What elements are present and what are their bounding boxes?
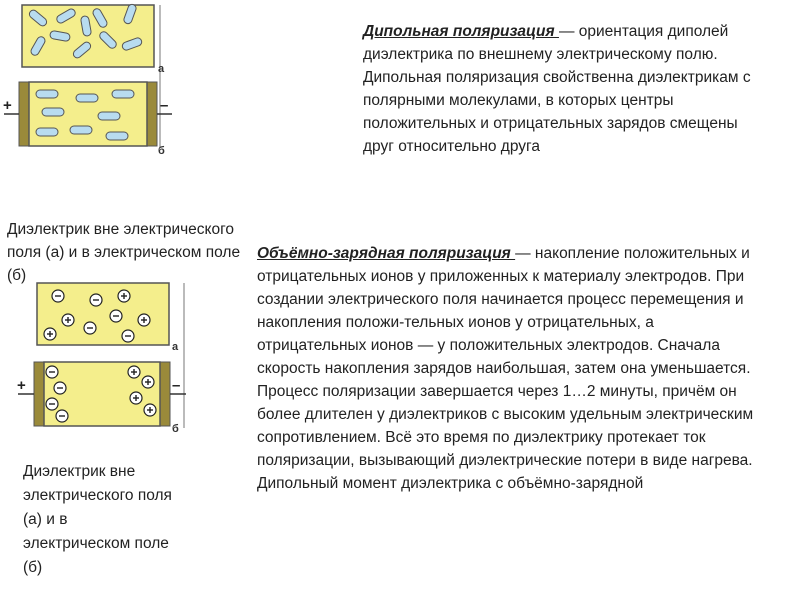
label-a-bottom: а: [172, 341, 179, 353]
label-a-top: а: [158, 63, 165, 75]
space-charge-text: — накопление положительных и отрицательных ионов у приложенных к материалу электродов. При создании электрического поля начинается процесс перемещения и накопления положи-тельных ионов у отрицательных, а отрицательных ионов — у положительных электродов. Сначала скорость накопления зарядов наибольшая, затем она уменьшается. Процесс поляризации завершается через 1…2 минуты, причём он более длителен у диэлектриков с высоким удельным электрическим сопротивлением. Всё это время по диэлектрику протекает ток поляризации, вызывающий диэлектрические потери в виде нагрева. Дипольный момент диэлектрика с объёмно-зарядной: [257, 245, 754, 492]
space-charge-term: Объёмно-зарядная поляризация: [257, 245, 516, 262]
electrode-right-bottom: [160, 362, 170, 426]
minus-sign-top: –: [160, 97, 169, 114]
electrode-left-bottom: [34, 362, 44, 426]
dipole-term: Дипольная поляризация: [363, 23, 559, 40]
plus-sign-top: +: [3, 97, 12, 114]
label-b-top: б: [158, 145, 165, 157]
figure-bottom-caption: Диэлектрик вне электрического поля (а) и в электрическом поле (б): [23, 463, 172, 576]
space-charge-paragraph: [257, 242, 757, 495]
minus-sign-bottom: –: [172, 377, 181, 394]
dipole-text: — ориентация диполей диэлектрика по внешнему электрическому полю. Дипольная поляризация свойственна диэлектрикам с полярными молекулами, в которых центры положительных и отрицательных зарядов смещены друг относительно друга: [363, 23, 751, 155]
plus-sign-bottom: +: [17, 377, 26, 394]
figure-top-caption: Диэлектрик вне электрического поля (а) и в электрическом поле (б): [7, 221, 241, 284]
dipole-polarization-paragraph: [363, 20, 758, 158]
label-b-bottom: б: [172, 423, 179, 435]
